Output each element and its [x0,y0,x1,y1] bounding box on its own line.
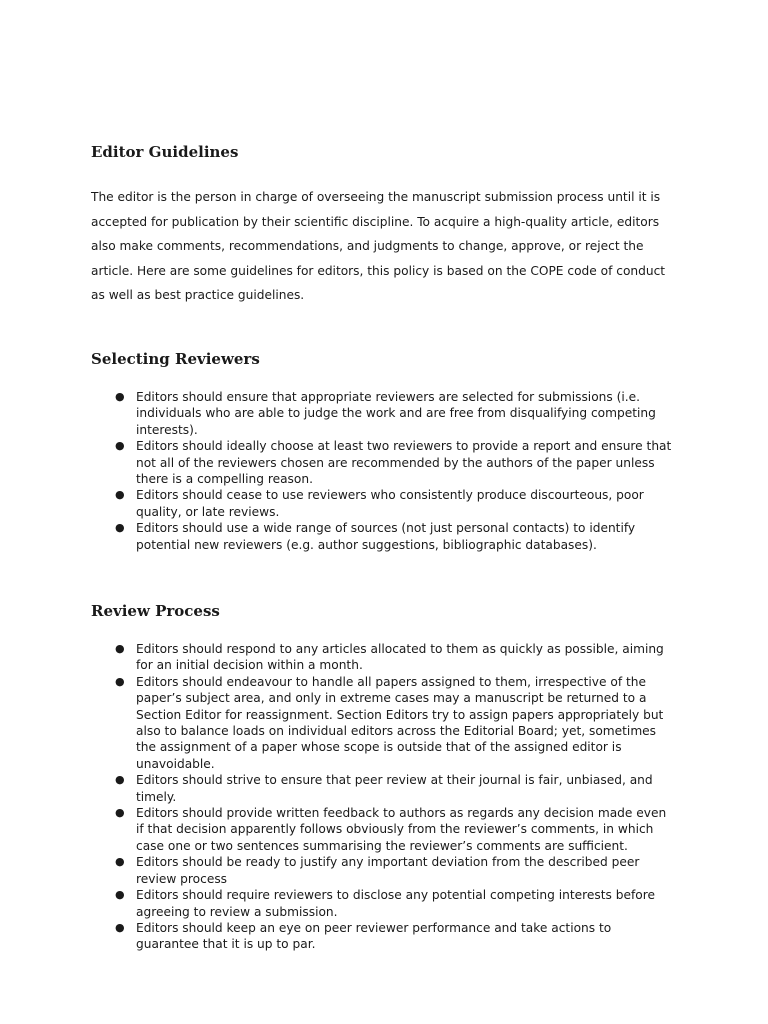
list-item-text: Editors should endeavour to handle all papers assigned to them, irrespective of the paper’s subject area, and only in extreme cases may a manuscript be returned to a Section Editor for reassignment. Section Editors try to assign papers appropriately but also to balance loads on individual editors across the Editorial Board; yet, sometimes the assignment of a paper whose scope is outside that of the assigned editor is unavoidable. [136,674,664,771]
bullet-icon: ● [115,920,125,934]
list-item-text: Editors should ensure that appropriate reviewers are selected for submissions (i.e. individuals who are able to judge the work and are free from disqualifying competing interests). [136,390,656,437]
list-item [91,487,676,520]
list-item [91,772,676,805]
bullet-icon: ● [115,642,125,655]
list-item [91,438,676,487]
list-item-text: Editors should be ready to justify any important deviation from the described peer review process [136,855,640,886]
bullet-icon: ● [115,521,125,535]
section-heading-selecting-reviewers: Selecting Reviewers [91,350,260,368]
list-item-text: Editors should use a wide range of sources (not just personal contacts) to identify potential new reviewers (e.g. author suggestions, bibliographic databases). [136,521,636,552]
list-item [91,920,676,953]
list-item-text: Editors should ideally choose at least two reviewers to provide a report and ensure that not all of the reviewers chosen are recommended by the authors of the paper unless there is a compelling reason. [136,439,672,487]
list-item-text: Editors should require reviewers to disclose any potential competing interests before agreeing to review a submission. [136,888,655,919]
section-heading-editor-guidelines: Editor Guidelines [91,143,239,161]
list-item-text: Editors should provide written feedback to authors as regards any decision made even if that decision apparently follows obviously from the reviewer’s comments, in which case one or two sentences summarising the reviewer’s comments are sufficient. [136,806,667,853]
bullet-icon: ● [115,488,125,502]
bullet-icon: ● [115,439,125,453]
list-item [91,805,676,854]
list-item-text: Editors should keep an eye on peer reviewer performance and take actions to guarantee that it is up to par. [136,920,612,952]
review-process-list [91,641,676,953]
intro-paragraph: The editor is the person in charge of overseeing the manuscript submission process until it is accepted for publication by their scientific discipline. To acquire a high-quality article, editors also make comments, recommendations, and judgments to change, approve, or reject the article. Here are some guidelines for editors, this policy is based on the COPE code of conduct as well as best practice guidelines. [91,190,666,302]
list-item [91,887,676,920]
bullet-icon: ● [115,855,125,869]
bullet-icon: ● [115,888,125,902]
bullet-icon: ● [115,806,125,820]
list-item [91,674,676,772]
list-item-text: Editors should strive to ensure that peer review at their journal is fair, unbiased, and timely. [136,773,653,804]
bullet-icon: ● [115,773,125,787]
list-item [91,854,676,887]
list-item-text: Editors should cease to use reviewers who consistently produce discourteous, poor quality, or late reviews. [136,488,644,519]
list-item-text: Editors should respond to any articles allocated to them as quickly as possible, aiming for an initial decision within a month. [136,642,664,673]
section-heading-review-process: Review Process [91,602,220,620]
list-item [91,389,676,438]
selecting-reviewers-list [91,389,676,553]
bullet-icon: ● [115,674,125,688]
list-item [91,520,676,553]
bullet-icon: ● [115,390,125,403]
list-item [91,641,676,674]
